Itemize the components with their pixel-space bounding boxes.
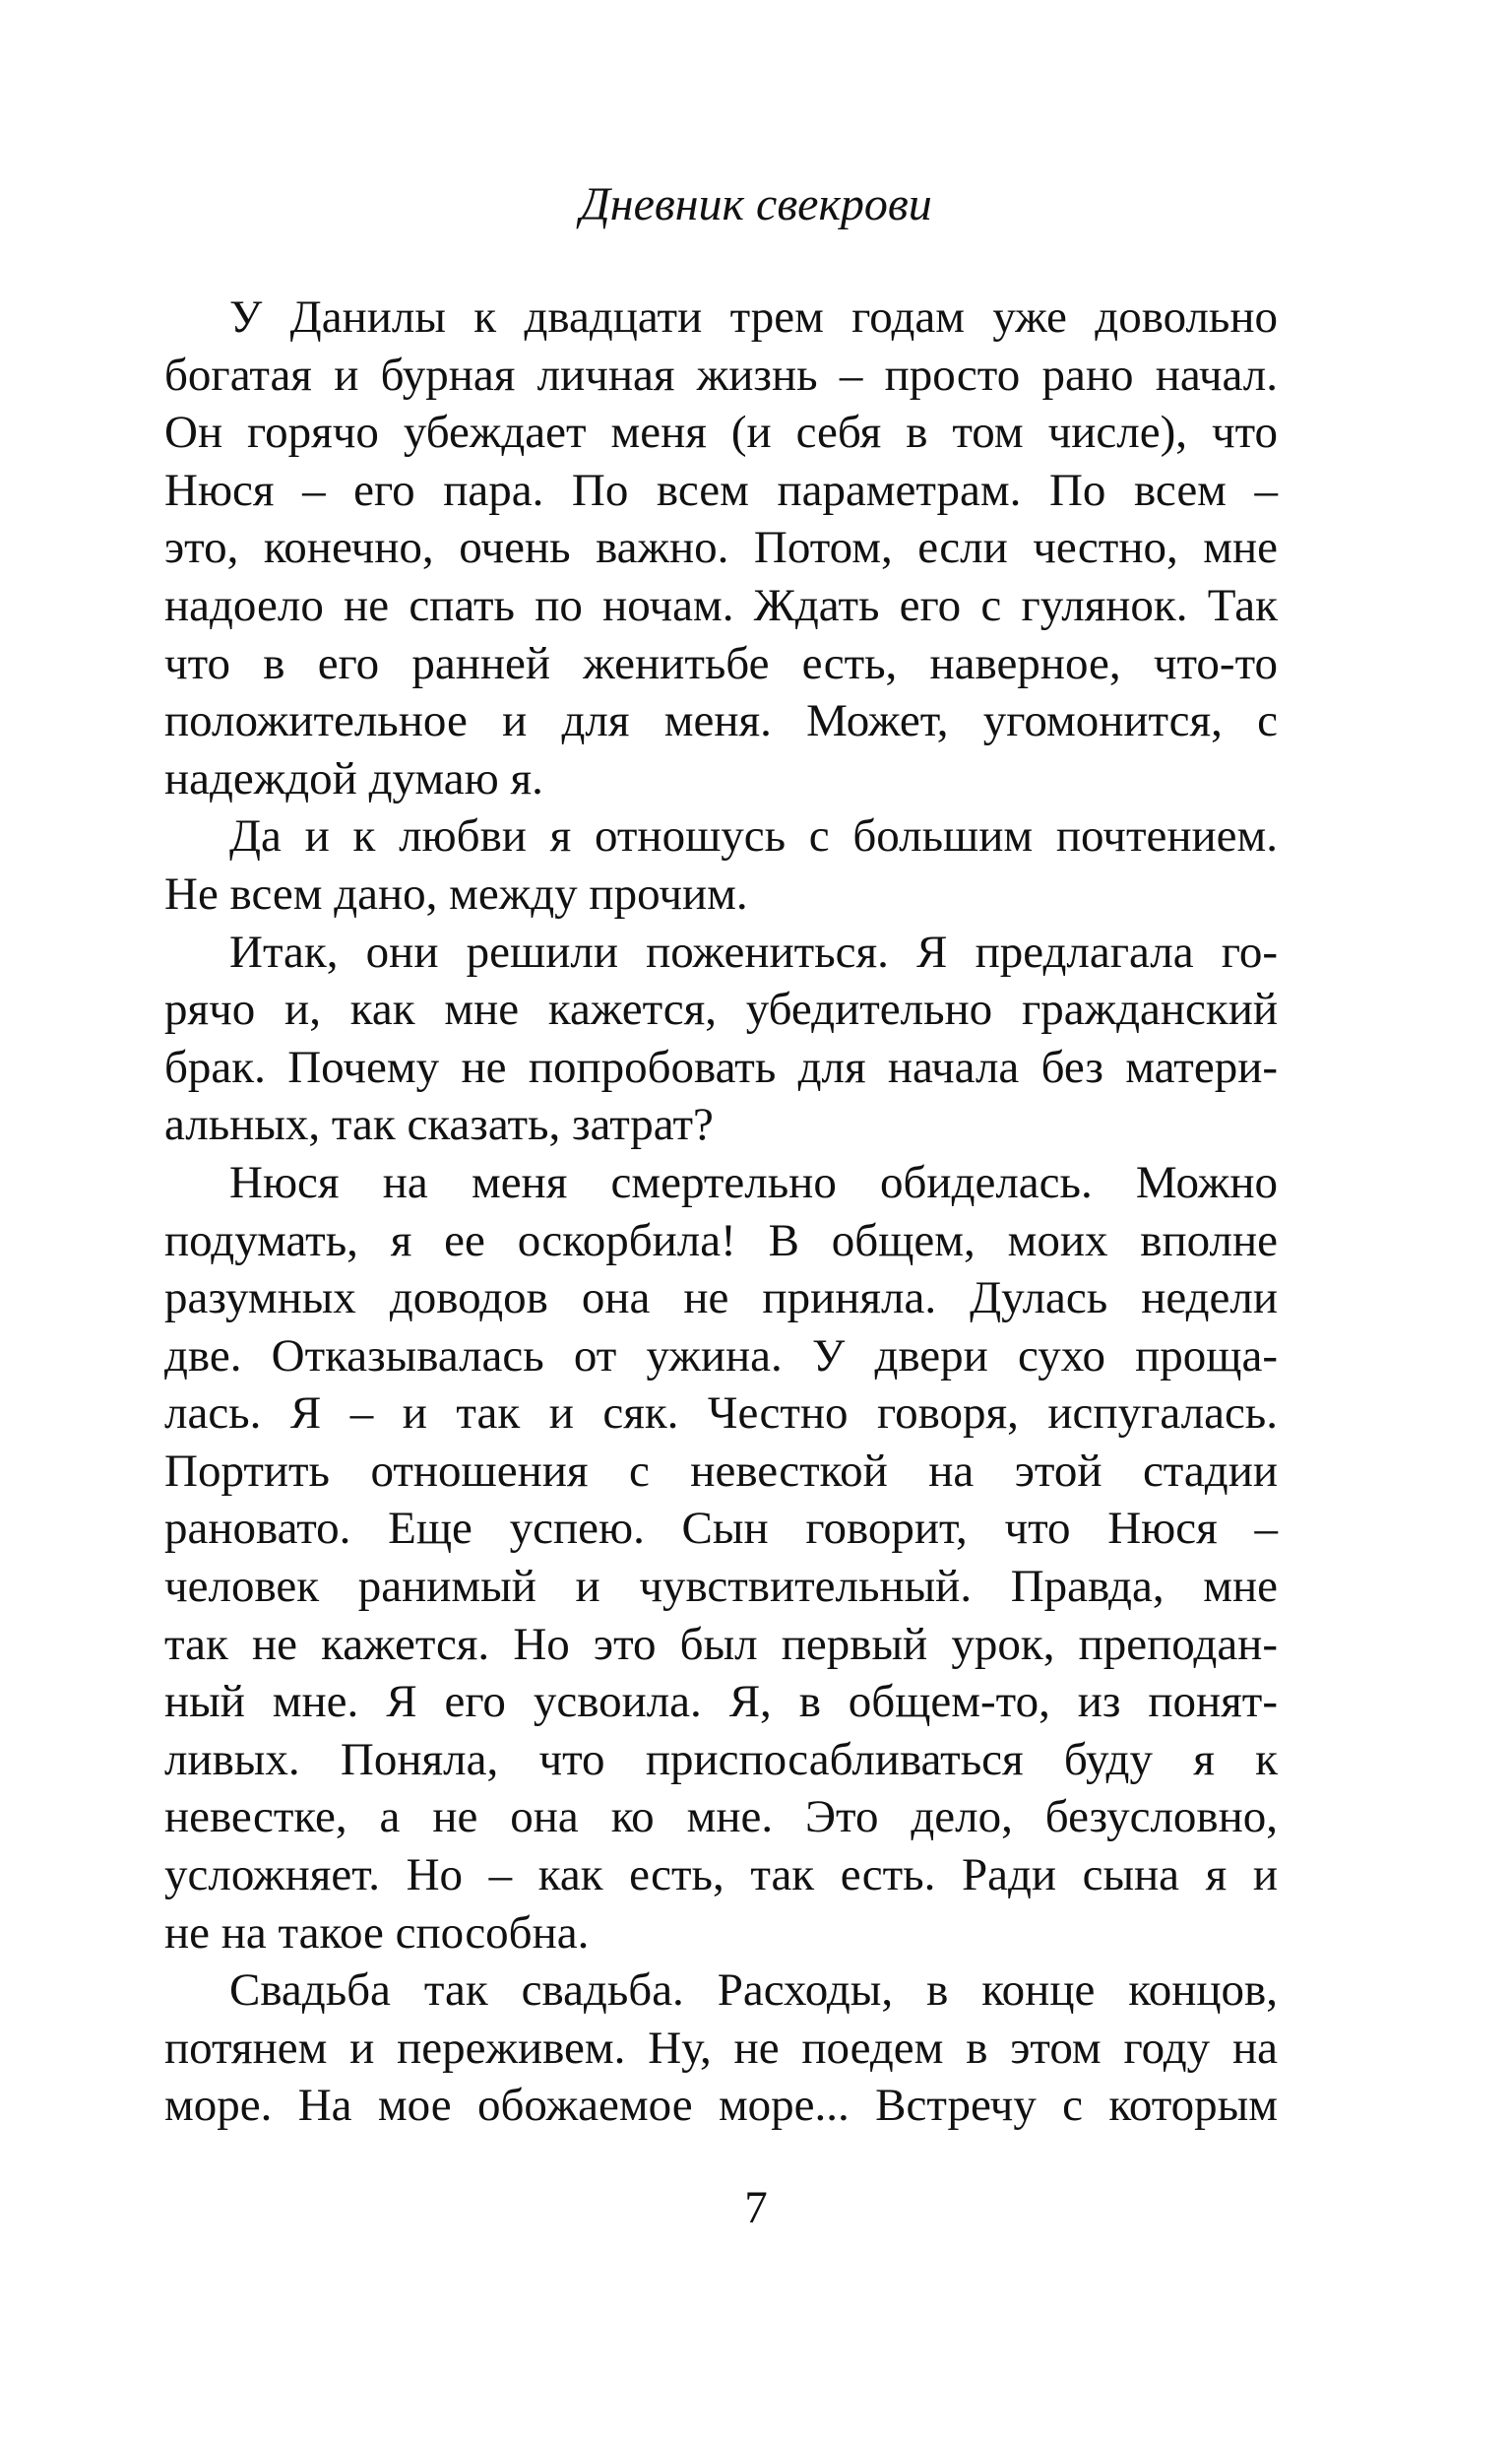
text-line: потянем и переживем. Ну, не поедем в этом году на [164, 2022, 1278, 2074]
text-line: надеждой думаю я. [164, 752, 543, 804]
text-line: лась. Я – и так и сяк. Честно говоря, испугалась. [164, 1387, 1278, 1440]
text-line: усложняет. Но – как есть, так есть. Ради сына я и [164, 1849, 1278, 1901]
text-line: ный мне. Я его усвоила. Я, в общем-то, из понят- [164, 1676, 1278, 1728]
text-line: так не кажется. Но это был первый урок, преподан- [164, 1618, 1278, 1670]
text-line: невестке, а не она ко мне. Это дело, безусловно, [164, 1791, 1278, 1843]
text-line: разумных доводов она не приняла. Дулась недели [164, 1272, 1278, 1324]
text-line: что в его ранней женитьбе есть, наверное, что-то [164, 637, 1278, 689]
text-line: Он горячо убеждает меня (и себя в том числе), что [164, 407, 1278, 459]
text-line: У Данилы к двадцати трем годам уже довольно [229, 291, 1278, 343]
text-line: подумать, я ее оскорбила! В общем, моих вполне [164, 1214, 1278, 1266]
text-line: альных, так сказать, затрат? [164, 1099, 714, 1151]
text-line: богатая и бурная личная жизнь – просто рано начал. [164, 349, 1278, 401]
running-title: Дневник свекрови [580, 178, 932, 230]
text-line: не на такое способна. [164, 1906, 590, 1959]
text-line: Не всем дано, между прочим. [164, 868, 748, 920]
text-line: положительное и для меня. Может, угомонится, с [164, 695, 1278, 747]
body-text [164, 289, 1278, 2135]
text-line: Свадьба так свадьба. Расходы, в конце концов, [229, 1964, 1278, 2017]
text-line: море. На мое обожаемое море... Встречу с которым [164, 2080, 1278, 2132]
text-line: надоело не спать по ночам. Ждать его с гулянок. Так [164, 579, 1278, 631]
text-line: это, конечно, очень важно. Потом, если честно, мне [164, 522, 1278, 574]
text-line: Итак, они решили пожениться. Я предлагала го- [229, 926, 1278, 978]
text-line: ливых. Поняла, что приспосабливаться буду я к [164, 1733, 1278, 1785]
text-line: Нюся на меня смертельно обиделась. Можно [229, 1156, 1278, 1208]
page-number: 7 [744, 2182, 768, 2233]
text-line: человек ранимый и чувствительный. Правда, мне [164, 1561, 1278, 1613]
text-line: брак. Почему не попробовать для начала без матери- [164, 1041, 1278, 1093]
text-line: Портить отношения с невесткой на этой стадии [164, 1445, 1278, 1497]
text-line: две. Отказывалась от ужина. У двери сухо проща- [164, 1329, 1278, 1382]
text-line: рановато. Еще успею. Сын говорит, что Нюся – [164, 1503, 1278, 1555]
text-line: Да и к любви я отношусь с большим почтением. [229, 810, 1278, 863]
text-line: Нюся – его пара. По всем параметрам. По всем – [164, 464, 1278, 516]
text-line: рячо и, как мне кажется, убедительно гражданский [164, 984, 1278, 1036]
